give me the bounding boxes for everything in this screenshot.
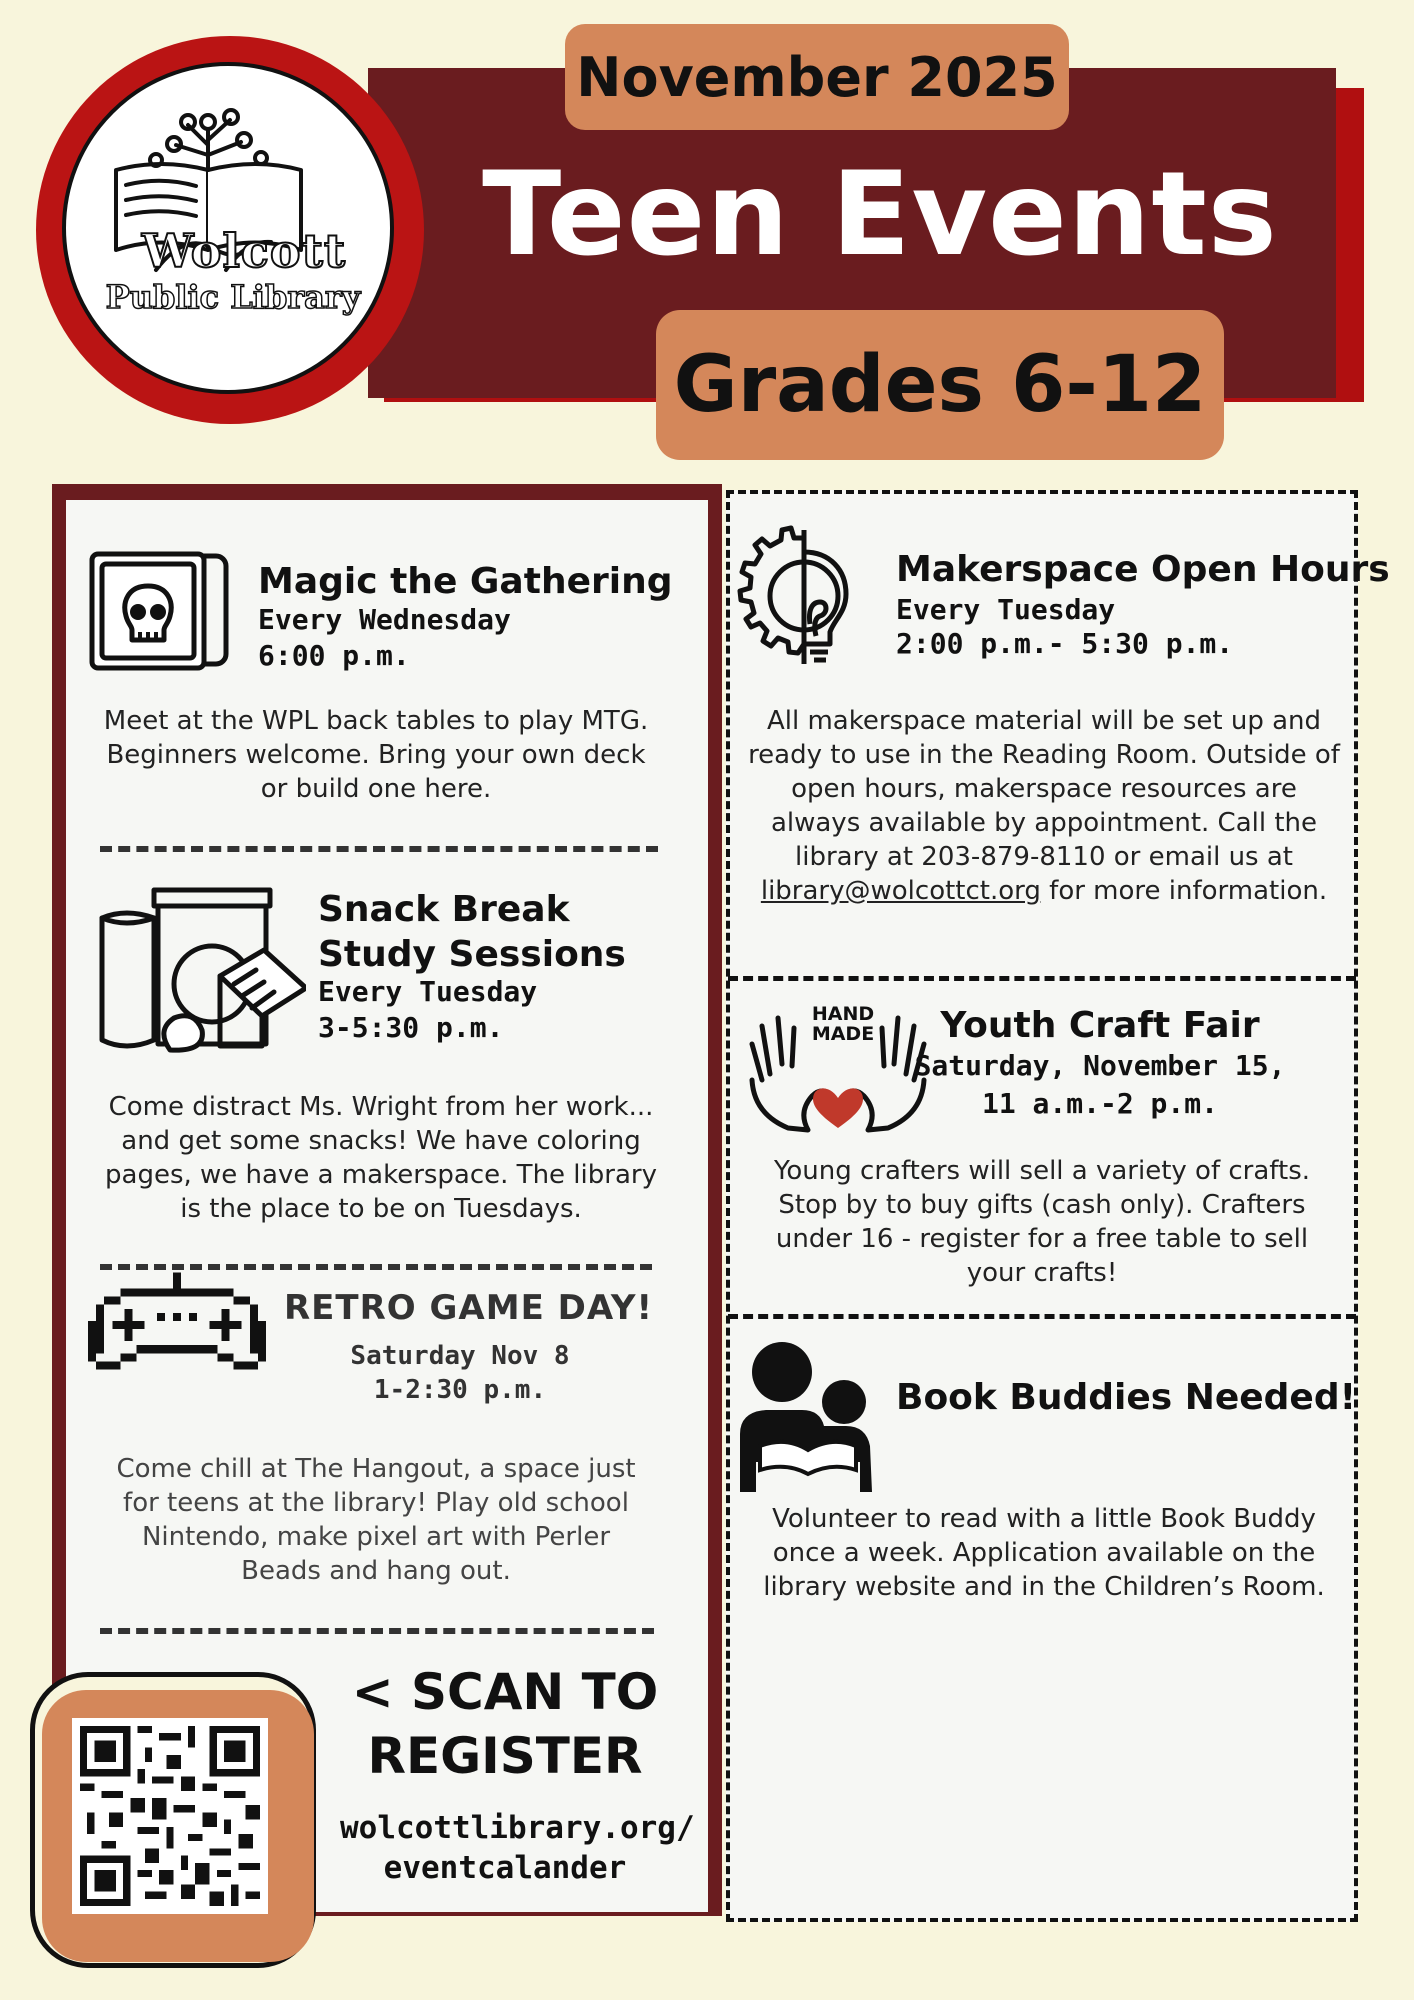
handmade-text-top: HAND [811,1003,875,1025]
event-time: 1-2:30 p.m. [373,1375,547,1405]
handmade-text-bottom: MADE [811,1023,875,1045]
snacks-icon [96,880,306,1056]
register-label: REGISTER [367,1727,643,1785]
skull-card-icon [88,550,234,672]
event-description [744,704,1344,908]
event-time: 11 a.m.-2 p.m. [981,1087,1218,1120]
handmade-icon-text [806,1004,880,1044]
event-schedule: Every Tuesday [896,593,1116,626]
event-description: Come distract Ms. Wright from her work... and get some snacks! We have coloring pages, we have a makerspace. The library is the place to be on Tuesdays. [105,1092,657,1224]
event-title: Magic the Gathering [258,561,673,602]
event-description: Meet at the WPL back tables to play MTG. Beginners welcome. Bring your own deck or build one here. [103,706,649,804]
event-schedule: Every Wednesday [258,603,511,636]
scan-to-label: < SCAN TO [351,1663,659,1721]
qr-code-icon [80,1726,260,1906]
divider [100,1264,652,1270]
event-schedule: Every Tuesday [318,975,538,1008]
divider [728,976,1356,981]
event-title: Book Buddies Needed! [896,1377,1357,1418]
event-description: Come chill at The Hangout, a space just for teens at the library! Play old school Nintendo, make pixel art with Perler Beads and hang out. [116,1454,636,1586]
gear-lightbulb-icon [734,524,876,670]
event-title: RETRO GAME DAY! [284,1288,654,1328]
page-title: Teen Events [482,147,1278,282]
event-title-line1: Snack Break [318,889,570,930]
event-description: Volunteer to read with a little Book Buddy once a week. Application available on the library website and in the Children’s Room. [763,1504,1325,1602]
description-text: All makerspace material will be set up and ready to use in the Reading Room. Outside of open hours, makerspace resources are always available by appointment. Call the library at 203-879-8110 or email us at [748,706,1340,872]
divider [100,846,658,852]
reading-buddies-icon [736,1342,878,1492]
grades-label: Grades 6-12 [656,310,1224,460]
event-title: Youth Craft Fair [940,1005,1260,1046]
register-url-line1[interactable]: wolcottlibrary.org/ [340,1810,695,1846]
event-title-line2: Study Sessions [318,934,626,975]
month-label: November 2025 [565,24,1069,130]
logo-text-wolcott: Wolcott [141,224,347,278]
event-time: 6:00 p.m. [258,639,410,672]
description-end: for more information. [1040,876,1328,906]
event-time: 3-5:30 p.m. [318,1011,504,1044]
email-link[interactable]: library@wolcottct.org [760,876,1041,906]
event-schedule: Saturday, November 15, [914,1049,1286,1082]
event-schedule: Saturday Nov 8 [350,1341,570,1371]
divider [728,1314,1356,1319]
logo-text-public-library: Public Library [105,278,361,316]
game-controller-icon [88,1272,266,1386]
event-time: 2:00 p.m.- 5:30 p.m. [896,627,1234,660]
divider [100,1628,654,1634]
event-description: Young crafters will sell a variety of crafts. Stop by to buy gifts (cash only). Crafters under 16 - register for a free table to sell your crafts! [773,1156,1311,1288]
event-title: Makerspace Open Hours [896,549,1390,590]
register-url-line2[interactable]: eventcalander [383,1850,627,1886]
